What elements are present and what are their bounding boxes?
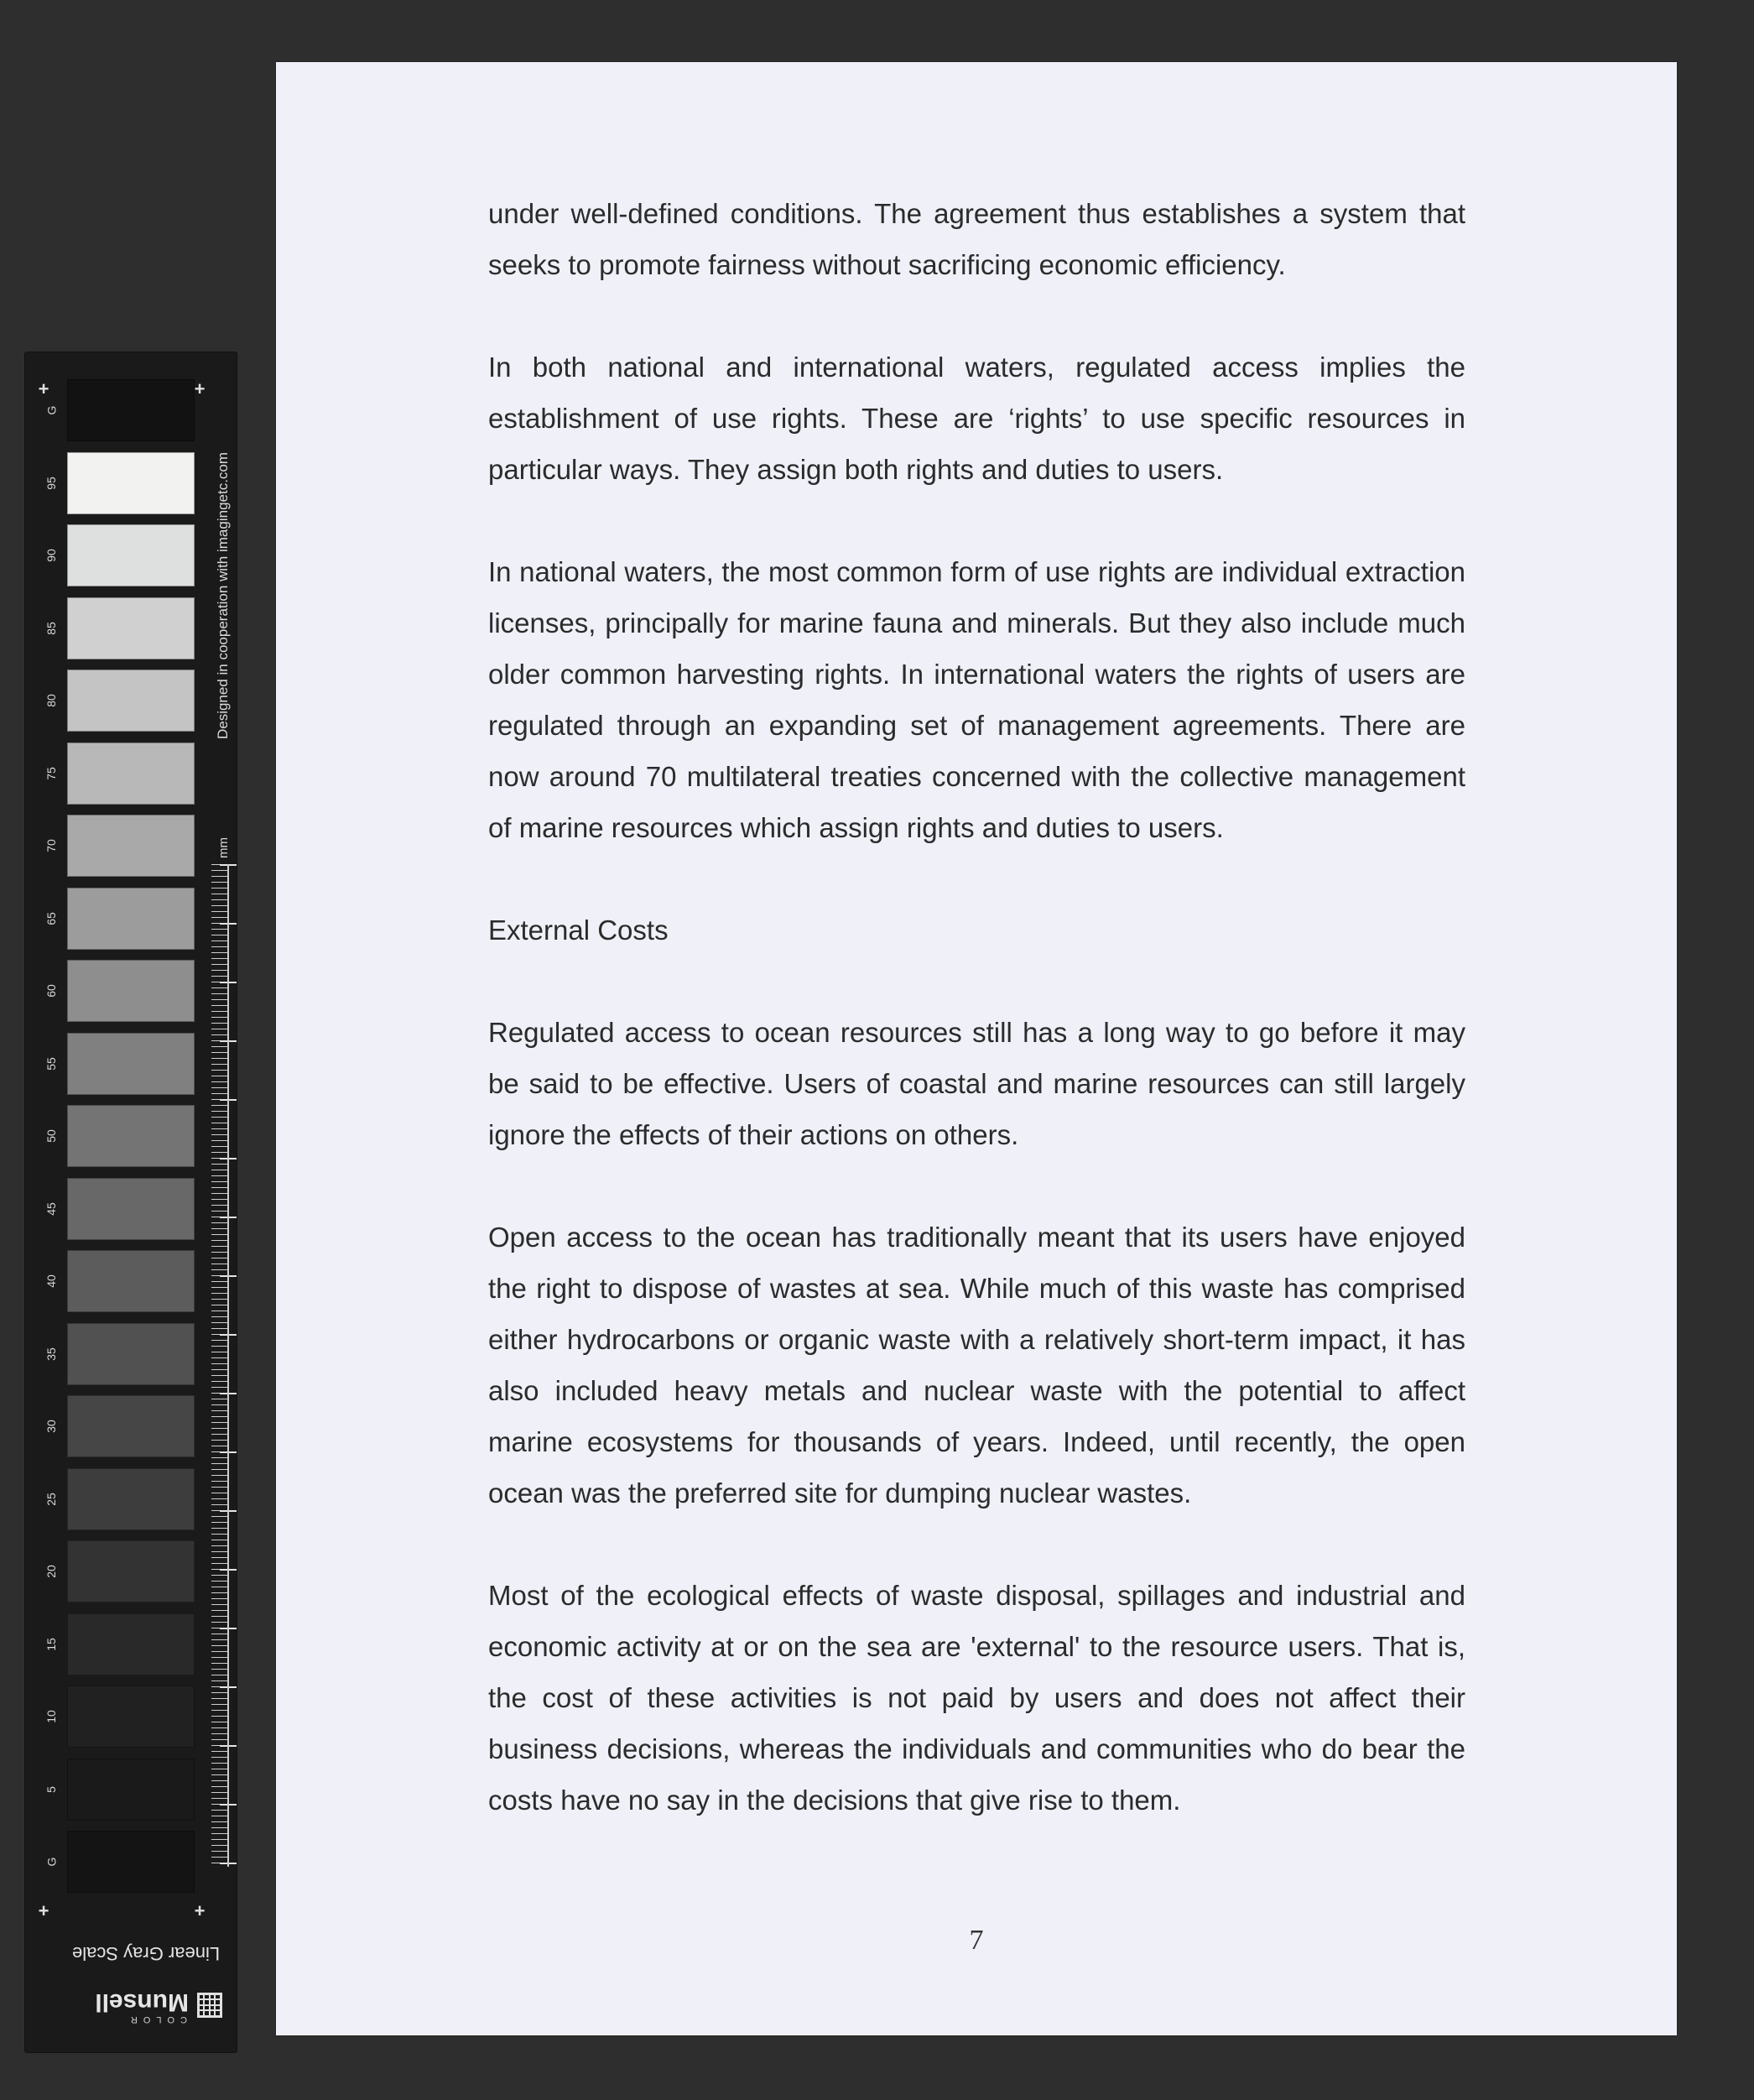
paragraph: In both national and international waters, regulated access implies the establishment of use rights. These are ‘rights’ to use specific resources in particular ways. They assign both rights and duties to users. xyxy=(488,352,1465,485)
gray-patch-label-text: 80 xyxy=(44,694,58,707)
document-page xyxy=(276,62,1677,2035)
card-tagline: Designed in cooperation with imagingetc.com xyxy=(215,451,232,740)
ruler-edge xyxy=(227,864,229,1867)
gray-patch xyxy=(67,524,195,586)
registration-mark-top-right: + xyxy=(194,378,206,399)
brand-subtitle: COLOR xyxy=(124,2014,187,2024)
gray-patch-label xyxy=(25,524,77,586)
gray-patch xyxy=(67,1395,195,1457)
gray-patch xyxy=(67,743,195,805)
paragraph: In national waters, the most common form of use rights are individual extraction licenses, principally for marine fauna and minerals. But they also include much older common harvesting rights. In international waters the rights of users are regulated through an expanding set of management agreements. There are now around 70 multilateral treaties concerned with the collective management of marine resources which assign rights and duties to users. xyxy=(488,556,1465,843)
scale-title: Linear Gray Scale xyxy=(72,1943,221,1964)
gray-patch xyxy=(67,1831,195,1893)
paragraph: Open access to the ocean has traditionally meant that its users have enjoyed the right to dispose of wastes at sea. While much of this waste has comprised either hydrocarbons or organic waste with a relatively short-term impact, it has also included heavy metals and nuclear waste with the potential to affect marine ecosystems for thousands of years. Indeed, until recently, the open ocean was the preferred site for dumping nuclear wastes. xyxy=(488,1222,1465,1509)
gray-patch xyxy=(67,670,195,732)
gray-patch-label-text: 75 xyxy=(44,766,58,780)
gray-patch-label xyxy=(25,1323,77,1385)
gray-patch-label-text: 60 xyxy=(44,984,58,998)
gray-patch-label-text: 85 xyxy=(44,621,58,635)
gray-patch-label xyxy=(25,670,77,732)
gray-patch-label-text: 30 xyxy=(44,1420,58,1433)
gray-patch-label-text: 35 xyxy=(44,1347,58,1361)
gray-patch-label-text: 50 xyxy=(44,1129,58,1143)
gray-patch-label xyxy=(25,452,77,514)
gray-patch-label-text: 70 xyxy=(44,839,58,852)
registration-mark-bottom-right: + xyxy=(194,1900,206,1921)
document-body xyxy=(488,188,1465,1877)
gray-patch xyxy=(67,888,195,950)
gray-patch xyxy=(67,1178,195,1240)
brand-name: Munsell xyxy=(95,1988,189,2016)
gray-patch xyxy=(67,1686,195,1748)
gray-patch-label xyxy=(25,1468,77,1530)
gray-patch-label-text: 65 xyxy=(44,911,58,925)
gray-patch-label xyxy=(25,1759,77,1821)
page-number: 7 xyxy=(969,1925,984,1956)
section-heading: External Costs xyxy=(488,915,669,946)
gray-patch xyxy=(67,960,195,1022)
gray-patch-label-text: G xyxy=(44,405,58,415)
gray-patch xyxy=(67,1540,195,1602)
paragraph: Regulated access to ocean resources still has a long way to go before it may be said to be effective. Users of coastal and marine resources can still largely ignore the effects of their actions on others. xyxy=(488,1017,1465,1150)
gray-patch xyxy=(67,1613,195,1675)
gray-patch-label-text: 40 xyxy=(44,1274,58,1288)
gray-patch-label xyxy=(25,743,77,805)
gray-patch-label-text: 20 xyxy=(44,1565,58,1578)
gray-patch xyxy=(67,452,195,514)
gray-patch xyxy=(67,1250,195,1312)
gray-patch-label xyxy=(25,815,77,877)
ruler-unit-label: mm xyxy=(216,836,231,858)
paragraph: Most of the ecological effects of waste disposal, spillages and industrial and economic activity at or on the sea are 'external' to the resource users. That is, the cost of these activities is not paid by users and does not affect their business decisions, whereas the individuals and communities who do bear the costs have no say in the decisions that give rise to them. xyxy=(488,1580,1465,1816)
gray-patch-label xyxy=(25,1613,77,1675)
gray-patch-label xyxy=(25,1178,77,1240)
paragraph: under well-defined conditions. The agreement thus establishes a system that seeks to promote fairness without sacrificing economic efficiency. xyxy=(488,198,1465,280)
gray-patch xyxy=(67,1033,195,1095)
gray-patch-label-text: 5 xyxy=(44,1785,58,1793)
gray-patch-label xyxy=(25,1250,77,1312)
gray-patch-label xyxy=(25,960,77,1022)
gray-patch-label-text: 45 xyxy=(44,1201,58,1216)
gray-patch-label xyxy=(25,379,77,441)
gray-patch xyxy=(67,1468,195,1530)
gray-patch-label xyxy=(25,1395,77,1457)
gray-patch-label xyxy=(25,597,77,659)
gray-patch-label-text: 95 xyxy=(44,476,58,490)
gray-patch-label-text: 25 xyxy=(44,1492,58,1506)
gray-patch-label-text: 10 xyxy=(44,1710,58,1723)
munsell-logo-icon xyxy=(197,1993,222,2018)
gray-patch xyxy=(67,1759,195,1821)
gray-patch-label xyxy=(25,1033,77,1095)
gray-patch-label-text: 55 xyxy=(44,1056,58,1071)
gray-patch xyxy=(67,1323,195,1385)
gray-patch-label xyxy=(25,1540,77,1602)
gray-patch-label-text: G xyxy=(44,1857,58,1867)
gray-patch-label xyxy=(25,1105,77,1167)
registration-mark-bottom-left: + xyxy=(38,1900,49,1921)
gray-patch-label xyxy=(25,888,77,950)
munsell-brand xyxy=(71,1984,222,2024)
gray-patch xyxy=(67,1105,195,1167)
gray-patch-label-text: 15 xyxy=(44,1637,58,1651)
gray-patch-label xyxy=(25,1831,77,1893)
gray-scale-card xyxy=(25,352,237,2052)
gray-patch xyxy=(67,815,195,877)
gray-patch-label-text: 90 xyxy=(44,549,58,562)
gray-patch-label xyxy=(25,1686,77,1748)
registration-mark-top-left: + xyxy=(38,378,49,399)
gray-patch xyxy=(67,597,195,659)
gray-patch xyxy=(67,379,195,441)
